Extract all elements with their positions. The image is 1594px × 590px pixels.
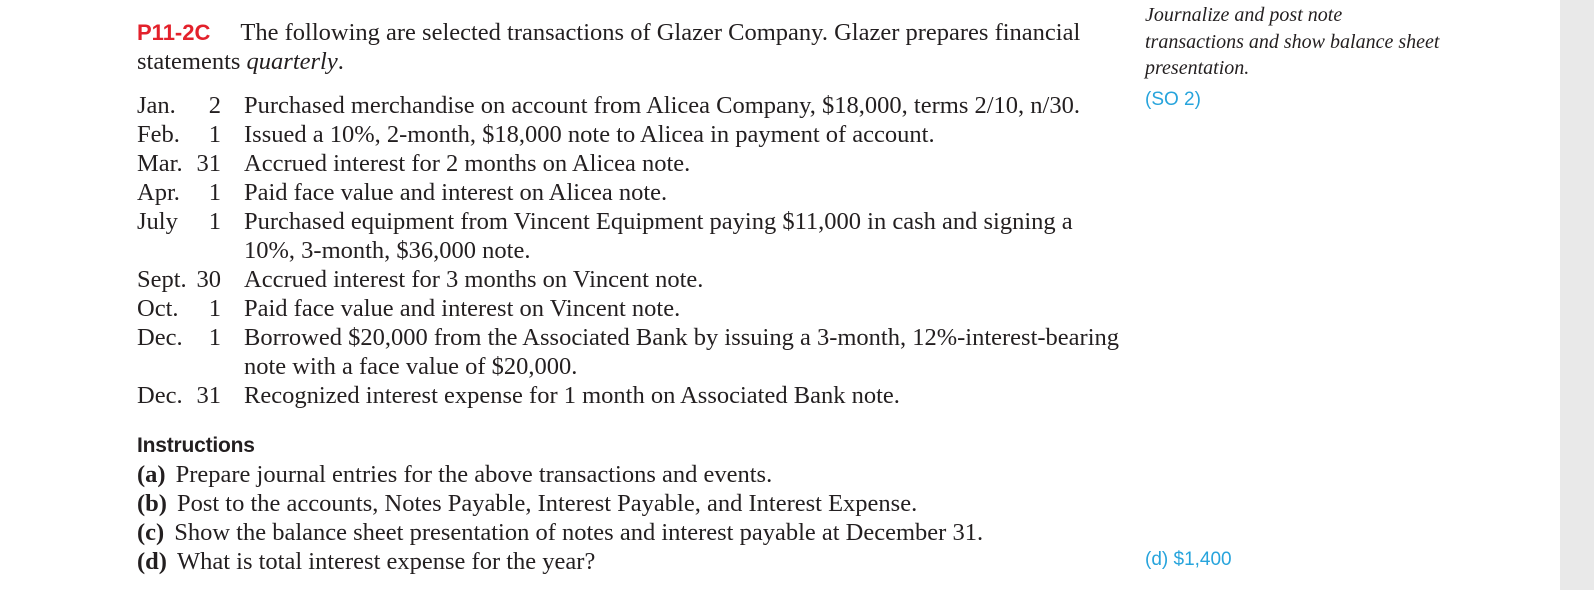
transaction-day: 30 xyxy=(196,266,221,293)
instruction-text: What is total interest expense for the year? xyxy=(176,548,596,575)
instruction-item xyxy=(137,489,1122,518)
problem-header xyxy=(137,18,1122,76)
transaction-day: 1 xyxy=(208,295,221,322)
transaction-text: Paid face value and interest on Vincent note. xyxy=(244,295,681,322)
transaction-month: Feb. xyxy=(137,121,180,148)
transaction-row xyxy=(137,207,1122,265)
transaction-month: Apr. xyxy=(137,179,180,206)
window-edge xyxy=(1560,0,1594,590)
transaction-text: Accrued interest for 3 months on Vincent note. xyxy=(244,266,704,293)
transaction-text: Borrowed $20,000 from the Associated Bank by issuing a 3-month, 12%-interest-bearing note with a face value of $20,000. xyxy=(244,324,1120,380)
transaction-row xyxy=(137,149,1122,178)
transaction-row xyxy=(137,265,1122,294)
check-figure-answer: (d) $1,400 xyxy=(1145,549,1232,570)
instructions-heading: Instructions xyxy=(137,434,255,457)
instruction-text: Show the balance sheet presentation of notes and interest payable at December 31. xyxy=(174,519,984,546)
instruction-item xyxy=(137,547,1122,576)
transaction-row xyxy=(137,381,1122,410)
transaction-row xyxy=(137,323,1122,381)
learning-objective-note: Journalize and post note transactions and show balance sheet presentation. xyxy=(1145,4,1440,79)
transaction-text: Paid face value and interest on Alicea note. xyxy=(244,179,668,206)
transaction-day: 2 xyxy=(208,92,221,119)
transaction-month: Dec. xyxy=(137,382,183,409)
instruction-text: Post to the accounts, Notes Payable, Interest Payable, and Interest Expense. xyxy=(176,490,918,517)
transaction-month: Mar. xyxy=(137,150,183,177)
instruction-letter: (d) xyxy=(137,548,167,575)
transaction-day: 1 xyxy=(208,324,221,351)
transaction-day: 1 xyxy=(208,208,221,235)
study-objective-ref: (SO 2) xyxy=(1145,89,1201,110)
problem-intro-emphasis: quarterly xyxy=(246,48,338,75)
transaction-row xyxy=(137,91,1122,120)
transaction-month: July xyxy=(137,208,178,235)
transaction-text: Accrued interest for 2 months on Alicea note. xyxy=(244,150,691,177)
transaction-text: Purchased equipment from Vincent Equipment paying $11,000 in cash and signing a 10%, 3-month, $36,000 note. xyxy=(244,208,1073,264)
transaction-text: Issued a 10%, 2-month, $18,000 note to Alicea in payment of account. xyxy=(244,121,935,148)
transaction-month: Oct. xyxy=(137,295,179,322)
instructions-list xyxy=(137,460,1122,576)
transaction-text: Recognized interest expense for 1 month on Associated Bank note. xyxy=(244,382,900,409)
instruction-letter: (a) xyxy=(137,461,166,488)
instruction-item xyxy=(137,460,1122,489)
transaction-day: 31 xyxy=(196,150,221,177)
transaction-month: Sept. xyxy=(137,266,187,293)
transaction-day: 1 xyxy=(208,121,221,148)
transaction-list xyxy=(137,91,1122,410)
transaction-day: 31 xyxy=(196,382,221,409)
instruction-text: Prepare journal entries for the above transactions and events. xyxy=(175,461,773,488)
transaction-month: Jan. xyxy=(137,92,176,119)
instruction-letter: (b) xyxy=(137,490,167,517)
transaction-month: Dec. xyxy=(137,324,183,351)
problem-intro-end: . xyxy=(337,48,344,75)
problem-body xyxy=(137,18,1122,576)
problem-intro: The following are selected transactions of Glazer Company. Glazer prepares financial statements xyxy=(137,19,1081,75)
instruction-letter: (c) xyxy=(137,519,165,546)
transaction-row xyxy=(137,178,1122,207)
transaction-day: 1 xyxy=(208,179,221,206)
transaction-row xyxy=(137,294,1122,323)
problem-id: P11-2C xyxy=(137,20,211,45)
instruction-item xyxy=(137,518,1122,547)
transaction-row xyxy=(137,120,1122,149)
transaction-text: Purchased merchandise on account from Alicea Company, $18,000, terms 2/10, n/30. xyxy=(244,92,1080,119)
